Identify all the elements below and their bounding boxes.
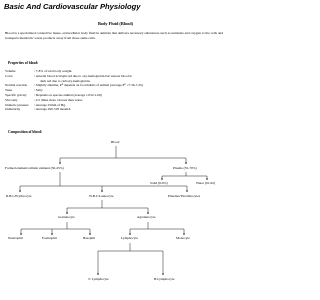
node-granulocyte: Granulocyte (58, 215, 75, 219)
section-title: Body Fluid (Blood) (97, 21, 134, 26)
node-monocyte: Monocyte (176, 236, 190, 240)
page-title: Basic And Cardiovascular Physiology (4, 2, 141, 11)
node-basophil: Basophil (83, 236, 96, 240)
node-formed-element: Formed element/cellular element (30-45%) (5, 166, 64, 170)
node-blood: Blood (111, 140, 120, 144)
composition-heading: Composition of blood: (8, 130, 43, 134)
node-rbc: R.B.C/Erythrocyte (6, 194, 32, 198)
node-water: Water (91-92) (196, 181, 216, 185)
property-name: Osmotic pressure (5, 102, 29, 107)
node-plasma: Plasma (55-70%) (173, 166, 197, 170)
property-name: Normal reaction (5, 83, 28, 88)
property-value: : Slightly alkaline, Pᴴ depends on food habits of animal (average Pᴴ =7.36-7.45) (34, 83, 143, 88)
node-wbc: W.B.C/Leukocyte (89, 194, 114, 198)
node-eosinophil: Eosinophil (42, 236, 57, 240)
property-name: Color (5, 73, 13, 78)
node-solid: Solid (8-9%) (150, 181, 168, 185)
property-name: Specific gravity (5, 92, 27, 97)
property-value: : Arterial blood is bright red due to oxy-hemoglobin but venous blood is (34, 73, 132, 78)
node-b-lymphocyte: B-Lymphocyte (154, 277, 175, 281)
property-value: : 4.5 times more viscous than water. (34, 97, 83, 102)
property-value: : Average 290-318 mosm/L (34, 107, 72, 112)
node-platelets: Platelets/Thrombocytes (168, 194, 201, 198)
property-value-continuation: dark red due to carboxy-hemoglobin. (40, 78, 91, 83)
property-name: Viscosity (5, 97, 18, 102)
properties-heading: Properties of blood: (8, 61, 39, 65)
property-name: Volume (5, 69, 16, 73)
property-value: : Average 25mm of Hg. (34, 102, 66, 107)
property-value: : 7-8% of total body weight. (34, 69, 73, 73)
intro-paragraph: Blood is a specialized connective tissue, extracellular body fluid in animals that delivers necessary substances such as nutrients and oxygen to the cells and transports metabolic waste products away from those same cells. (5, 31, 223, 40)
node-lymphocyte: Lymphocyte (121, 236, 138, 240)
node-neutrophil: Neutrophil (8, 236, 23, 240)
property-value: : Salty (34, 88, 43, 93)
property-name: Taste (5, 88, 13, 93)
property-value: : Depends on species animal (average 1.052-1.06) (34, 92, 102, 97)
property-name: Osmolarity (5, 107, 21, 112)
node-agranulocyte: Agranulocyte (137, 215, 156, 219)
node-t-lymphocyte: T- Lymphocyte (88, 277, 109, 281)
